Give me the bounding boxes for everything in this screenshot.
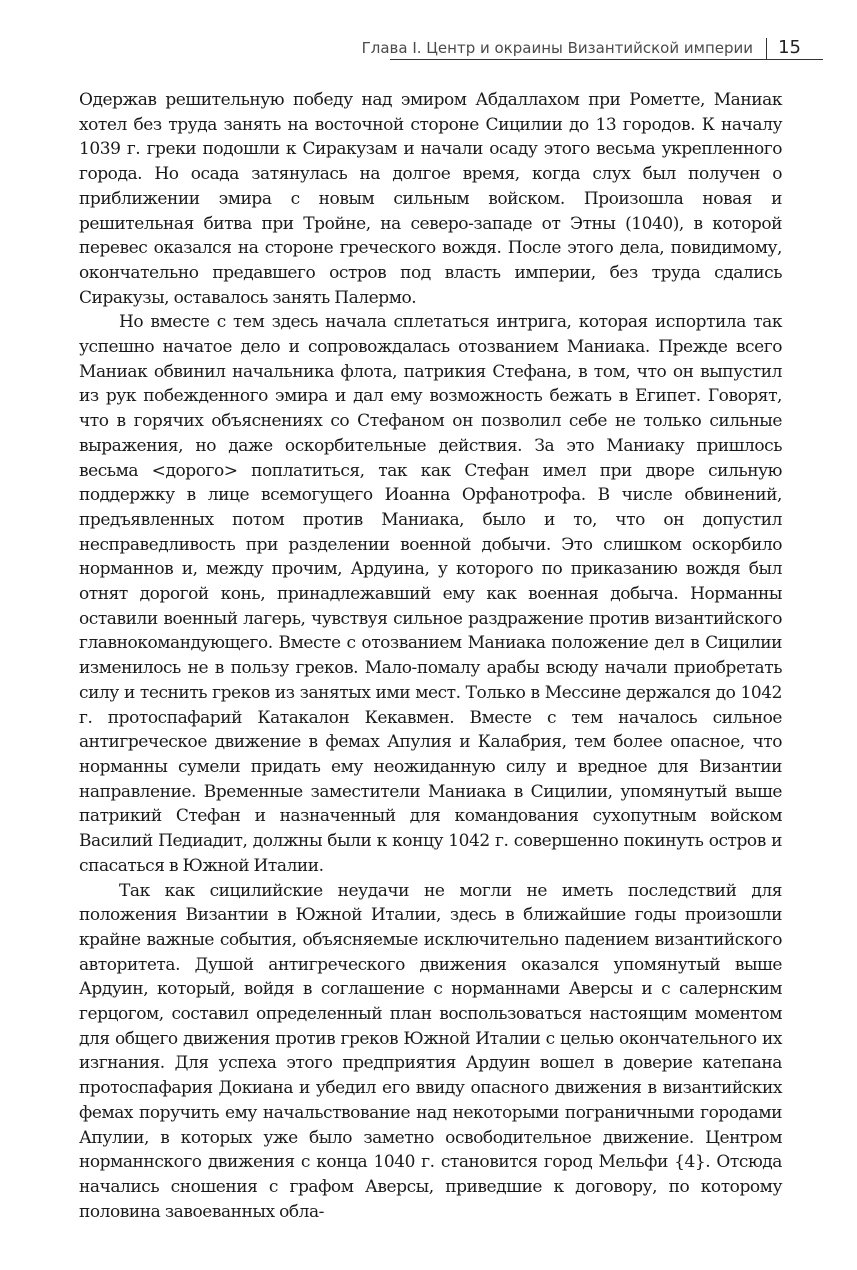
header-separator — [766, 38, 767, 60]
paragraph: Одержав решительную победу над эмиром Абдаллахом при Рометте, Маниак хотел без труда занять на восточной стороне Сицилии до 13 городов. К началу 1039 г. греки подошли к Сиракузам и начали осаду этого весьма укрепленного города. Но осада затянулась на долгое время, когда слух был получен о приближении эмира с новым сильным войском. Произошла новая и решительная битва при Тройне, на северо-западе от Этны (1040), в которой перевес оказался на стороне греческого вождя. После этого дела, повидимому, окончательно предавшего остров под власть империи, без труда сдались Сиракузы, оставалось занять Палермо. — [79, 90, 782, 308]
paragraph: Но вместе с тем здесь начала сплетаться интрига, которая испортила так успешно начатое дело и сопровождалась отозванием Маниака. Прежде всего Маниак обвинил начальника флота, патрикия Стефана, в том, что он выпустил из рук побежденного эмира и дал ему возможность бежать в Египет. Говорят, что в горячих объяснениях со Стефаном он позволил себе не только сильные выражения, но даже оскорбительные действия. За это Маниаку пришлось весьма <дорого> поплатиться, так как Стефан имел при дворе сильную поддержку в лице всемогущего Иоанна Орфанотрофа. В числе обвинений, предъявленных потом против Маниака, было и то, что он допустил несправедливость при разделении военной добычи. Это слишком оскорбило норманнов и, между прочим, Ардуина, у которого по приказанию вождя был отнят дорогой конь, принадлежавший ему как военная добыча. Норманны оставили военный лагерь, чувствуя сильное раздражение против византийского главнокомандующего. Вместе с отозванием Маниака положение дел в Сицилии изменилось не в пользу греков. Мало-помалу арабы всюду начали приобретать силу и теснить греков из занятых ими мест. Только в Мессине держался до 1042 г. протоспафарий Катакалон Кекавмен. Вместе с тем началось сильное антигреческое движение в фемах Апулия и Калабрия, тем более опасное, что норманны сумели придать ему неожиданную силу и вредное для Византии направление. Временные заместители Маниака в Сицилии, упомянутый выше патрикий Стефан и назначенный для командования сухопутным войском Василий Педиадит, должны были к концу 1042 г. совершенно покинуть остров и спасаться в Южной Италии. — [79, 312, 782, 876]
chapter-title: Глава I. Центр и окраины Византийской империи — [361, 39, 753, 57]
running-header — [60, 36, 823, 60]
body-text — [79, 88, 782, 1224]
header-rule — [390, 59, 823, 60]
page-number: 15 — [778, 37, 801, 58]
paragraph: Так как сицилийские неудачи не могли не иметь последствий для положения Византии в Южной Италии, здесь в ближайшие годы произошли крайне важные события, объясняемые исключительно падением византийского авторитета. Душой антигреческого движения оказался упомянутый выше Ардуин, который, войдя в соглашение с норманнами Аверсы и с салернским герцогом, составил определенный план воспользоваться настоящим моментом для общего движения против греков Южной Италии с целью окончательного их изгнания. Для успеха этого предприятия Ардуин вошел в доверие катепана протоспафария Докиана и убедил его ввиду опасного движения в византийских фемах поручить ему начальствование над некоторыми пограничными городами Апулии, в которых уже было заметно освободительное движение. Центром норманнского движения с конца 1040 г. становится город Мельфи {4}. Отсюда начались сношения с графом Аверсы, приведшие к договору, по которому половина завоеванных обла- — [79, 880, 782, 1222]
